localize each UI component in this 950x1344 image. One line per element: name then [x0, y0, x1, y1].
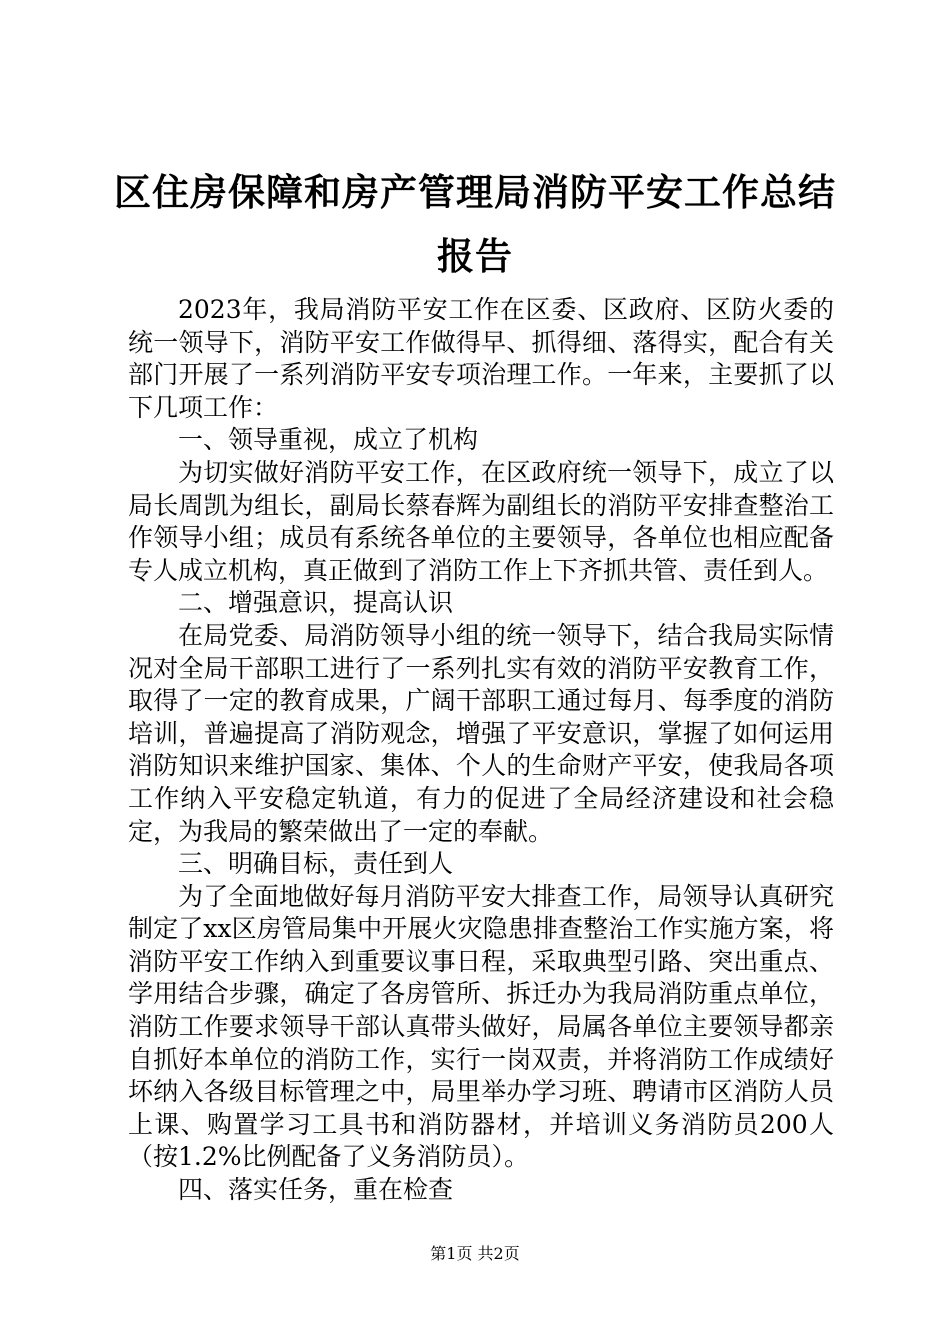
section-heading-3: 三、明确目标，责任到人: [178, 849, 454, 879]
document-body: [128, 294, 834, 1207]
section-heading-4: 四、落实任务，重在检查: [178, 1175, 454, 1205]
section-heading-2: 二、增强意识，提高认识: [178, 588, 454, 618]
intro-paragraph: 2023年，我局消防平安工作在区委、区政府、区防火委的统一领导下，消防平安工作做得早、抓得细、落得实，配合有关部门开展了一系列消防平安专项治理工作。一年来，主要抓了以下几项工作：: [128, 295, 834, 422]
section-paragraph-2: 在局党委、局消防领导小组的统一领导下，结合我局实际情况对全局干部职工进行了一系列扎实有效的消防平安教育工作，取得了一定的教育成果，广阔干部职工通过每月、每季度的消防培训，普遍提高了消防观念，增强了平安意识，掌握了如何运用消防知识来维护国家、集体、个人的生命财产平安，使我局各项工作纳入平安稳定轨道，有力的促进了全局经济建设和社会稳定，为我局的繁荣做出了一定的奉献。: [128, 620, 834, 846]
section-heading-1: 一、领导重视，成立了机构: [178, 425, 479, 455]
section-paragraph-1: 为切实做好消防平安工作，在区政府统一领导下，成立了以局长周凯为组长，副局长蔡春辉为副组长的消防平安排查整治工作领导小组；成员有系统各单位的主要领导，各单位也相应配备专人成立机构，真正做到了消防工作上下齐抓共管、责任到人。: [128, 457, 834, 585]
document-title: 区住房保障和房产管理局消防平安工作总结报告: [114, 170, 836, 278]
page-number-footer: 第1页 共2页: [430, 1244, 520, 1263]
section-paragraph-3: 为了全面地做好每月消防平安大排查工作，局领导认真研究制定了xx区房管局集中开展火灾隐患排查整治工作实施方案，将消防平安工作纳入到重要议事日程，采取典型引路、突出重点、学用结合步骤，确定了各房管所、拆迁办为我局消防重点单位，消防工作要求领导干部认真带头做好，局属各单位主要领导都亲自抓好本单位的消防工作，实行一岗双责，并将消防工作成绩好坏纳入各级目标管理之中，局里举办学习班、聘请市区消防人员上课、购置学习工具书和消防器材，并培训义务消防员200人（按1.2%比例配备了义务消防员）。: [128, 881, 834, 1172]
